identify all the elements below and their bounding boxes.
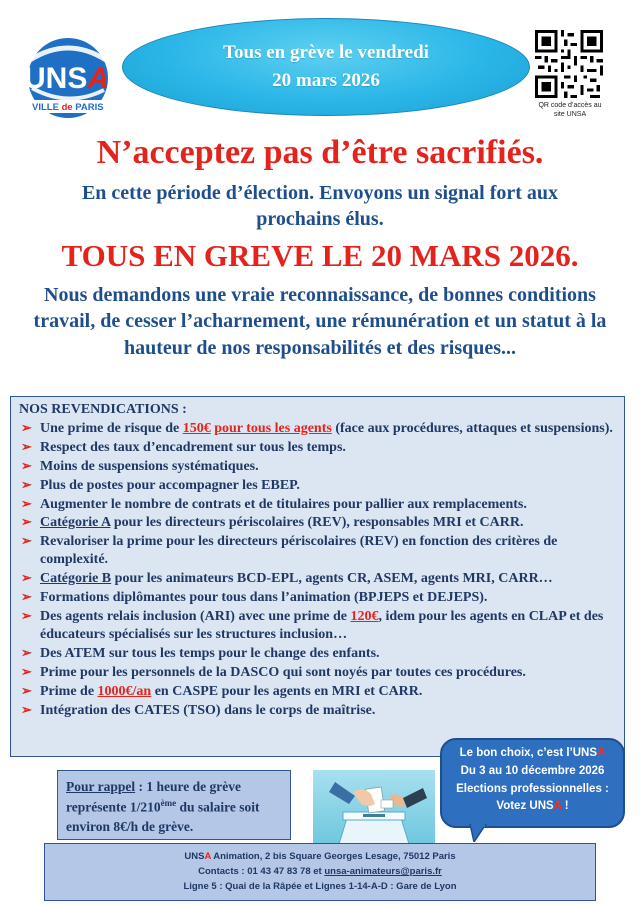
callout-line-1: Le bon choix, c’est l’UNSA (459, 747, 606, 759)
unsa-logo (18, 30, 128, 122)
election-callout (440, 738, 625, 828)
reminder-box: Pour rappel : 1 heure de grève représente 1/210ème du salaire soit environ 8€/h de grève. (57, 770, 291, 840)
bubble-line-2: 20 mars 2026 (272, 70, 380, 91)
reminder-label: Pour rappel (66, 779, 136, 794)
claim-item: ➢ Revaloriser la prime pour les directeurs périscolaires (REV) en fonction des critères de complexité. (19, 533, 616, 569)
claim-item: ➢ Augmenter le nombre de contrats et de titulaires pour pallier aux remplacements. (19, 496, 616, 514)
claims-panel (10, 396, 625, 757)
bubble-line-1: Tous en grève le vendredi (223, 42, 429, 64)
callout-line-4: Votez UNSA ! (496, 800, 569, 813)
claim-item: ➢ Des agents relais inclusion (ARI) avec une prime de 120€, idem pour les agents en CLAP et des éducateurs spécialisés sur les structures inclusion… (19, 608, 616, 644)
claim-item: ➢ Plus de postes pour accompagner les EBEP. (19, 477, 616, 495)
logo-subtitle: VILLE de PARIS (32, 102, 104, 113)
footer-contacts: Contacts : 01 43 47 83 78 et unsa-animateurs@paris.fr (198, 866, 442, 878)
qr-code-icon[interactable] (535, 30, 603, 98)
claims-title: NOS REVENDICATIONS : (19, 402, 187, 417)
callout-line-2: Du 3 au 10 décembre 2026 (460, 764, 605, 777)
contact-footer (44, 843, 596, 901)
claim-item: ➢ Catégorie A pour les directeurs périscolaires (REV), responsables MRI et CARR. (19, 514, 616, 532)
strike-call: TOUS EN GREVE LE 20 MARS 2026. (61, 238, 579, 273)
claim-item: ➢ Respect des taux d’encadrement sur tous les temps. (19, 439, 616, 457)
claims-list (19, 420, 616, 720)
qr-block (530, 30, 610, 120)
main-headline: N’acceptez pas d’être sacrifiés. (96, 134, 544, 171)
claim-item: ➢ Prime de 1000€/an en CASPE pour les agents en MRI et CARR. (19, 683, 616, 701)
logo-brand: UNSA (24, 62, 110, 95)
strike-date-bubble (122, 18, 530, 116)
claim-item: ➢ Moins de suspensions systématiques. (19, 458, 616, 476)
claim-item: ➢ Des ATEM sur tous les temps pour le change des enfants. (19, 645, 616, 663)
claim-item: ➢ Prime pour les personnels de la DASCO qui sont noyés par toutes ces procédures. (19, 664, 616, 682)
claim-item: ➢ Intégration des CATES (TSO) dans le corps de maîtrise. (19, 702, 616, 720)
claim-item: ➢ Formations diplômantes pour tous dans l’animation (BPJEPS et DEJEPS). (19, 589, 616, 607)
footer-address: UNSA Animation, 2 bis Square Georges Lesage, 75012 Paris (184, 851, 456, 862)
claim-item: ➢ Catégorie B pour les animateurs BCD-EPL, agents CR, ASEM, agents MRI, CARR… (19, 570, 616, 588)
callout-tail (468, 824, 488, 842)
subheadline: En cette période d’élection. Envoyons un signal fort aux prochains élus. (81, 182, 559, 230)
claim-item: ➢ Une prime de risque de 150€ pour tous les agents (face aux procédures, attaques et suspensions). (19, 420, 616, 438)
callout-line-3: Elections professionnelles : (456, 782, 609, 795)
email-link[interactable]: unsa-animateurs@paris.fr (324, 866, 442, 878)
ballot-box-illustration (313, 770, 435, 848)
demand-paragraph: Nous demandons une vraie reconnaissance, de bonnes conditions travail, de cesser l’acharnement, une rémunération et un statut à la hauteur de nos responsabilités et des risques... (33, 284, 607, 359)
qr-caption: QR code d’accès au site UNSA (538, 102, 602, 118)
footer-transport: Ligne 5 : Quai de la Râpée et Lignes 1-14-A-D : Gare de Lyon (183, 881, 457, 893)
